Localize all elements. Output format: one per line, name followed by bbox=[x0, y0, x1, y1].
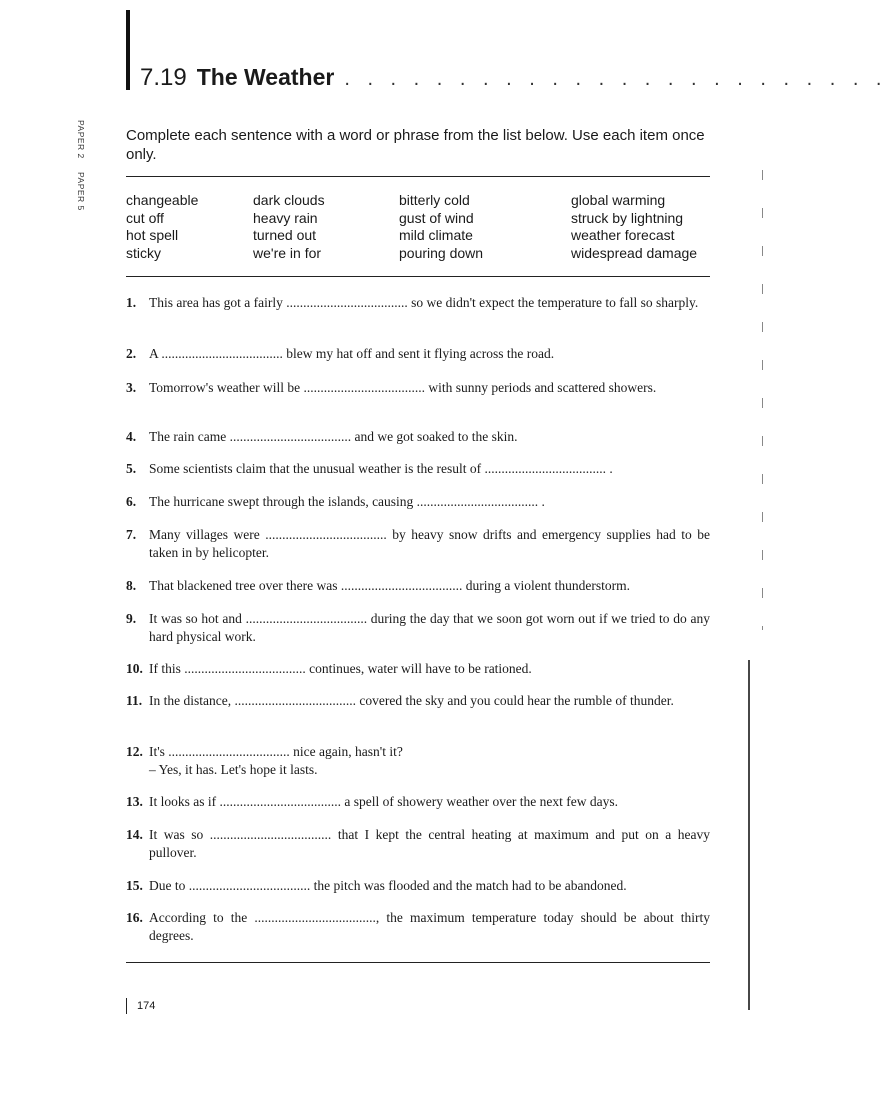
sentence-text: That blackened tree over there was .................................... during a violent thunderstorm. bbox=[149, 578, 630, 593]
sentence-number: 13. bbox=[126, 794, 143, 809]
sentence-item bbox=[126, 493, 710, 511]
word-item: weather forecast bbox=[571, 227, 675, 244]
sentence-text: Some scientists claim that the unusual weather is the result of .................................... . bbox=[149, 461, 613, 476]
sentence-text: Due to .................................... the pitch was flooded and the match had to be abandoned. bbox=[149, 878, 627, 893]
sentence-item bbox=[126, 909, 710, 945]
sentence-number: 3. bbox=[126, 380, 137, 395]
sentence-item bbox=[126, 379, 710, 397]
word-item: mild climate bbox=[399, 227, 473, 244]
sentence-number: 4. bbox=[126, 429, 137, 444]
word-item: sticky bbox=[126, 245, 161, 262]
word-item: changeable bbox=[126, 192, 199, 208]
sentence-text: It's .................................... nice again, hasn't it? bbox=[149, 744, 403, 759]
divider-middle bbox=[126, 276, 710, 277]
sentence-item bbox=[126, 428, 710, 446]
sentence-text: Many villages were .................................... by heavy snow drifts and emergency supplies had to be taken in by helicopter. bbox=[149, 527, 710, 560]
sentence-item bbox=[126, 577, 710, 595]
word-column-4 bbox=[571, 192, 697, 263]
sentence-number: 6. bbox=[126, 494, 137, 509]
word-column-1 bbox=[126, 192, 198, 263]
word-item: we're in for bbox=[253, 245, 322, 262]
exercise-number: 7.19 bbox=[140, 64, 187, 91]
scan-edge-line bbox=[748, 660, 750, 1010]
word-column-3 bbox=[399, 192, 483, 263]
sentence-item bbox=[126, 826, 710, 862]
word-item: dark clouds bbox=[253, 192, 325, 208]
divider-bottom bbox=[126, 962, 710, 963]
sentence-number: 2. bbox=[126, 346, 137, 361]
sentence-item bbox=[126, 610, 710, 646]
sentence-text: According to the ...................................., the maximum temperature today should be about thirty degrees. bbox=[149, 910, 710, 943]
word-item: global warming bbox=[571, 192, 666, 208]
sentence-item bbox=[126, 294, 710, 312]
page-number: 174 bbox=[126, 998, 155, 1014]
sentence-item bbox=[126, 460, 710, 478]
paper-side-label bbox=[76, 120, 86, 220]
word-item: struck by lightning bbox=[571, 209, 684, 226]
sentence-number: 16. bbox=[126, 910, 143, 925]
header-vertical-rule bbox=[126, 10, 130, 90]
leader-dots: . . . . . . . . . . . . . . . . . . . . . . . . bbox=[344, 68, 888, 90]
sentence-number: 14. bbox=[126, 827, 143, 842]
sentence-item bbox=[126, 877, 710, 895]
word-item: turned out bbox=[253, 227, 317, 244]
word-item: pouring down bbox=[399, 245, 484, 262]
sentence-number: 8. bbox=[126, 578, 137, 593]
sentence-text: If this .................................... continues, water will have to be rationed. bbox=[149, 661, 532, 676]
exercise-header bbox=[140, 64, 888, 100]
sentence-number: 1. bbox=[126, 295, 137, 310]
word-item: widespread damage bbox=[571, 245, 698, 262]
sentence-item bbox=[126, 793, 710, 811]
word-item: gust of wind bbox=[399, 209, 474, 226]
sentence-item bbox=[126, 660, 710, 678]
word-column-2 bbox=[253, 192, 325, 263]
sentence-item bbox=[126, 526, 710, 562]
sentence-text: This area has got a fairly .................................... so we didn't expect the temperature to fall so sharply. bbox=[149, 295, 699, 310]
sentence-text: It was so .................................... that I kept the central heating at maximum and put on a heavy pullover. bbox=[149, 827, 710, 860]
sentence-text: It looks as if .................................... a spell of showery weather over the next few days. bbox=[149, 794, 619, 809]
word-item: heavy rain bbox=[253, 209, 318, 226]
sentence-item bbox=[126, 692, 710, 710]
scan-edge-marks bbox=[762, 170, 763, 630]
word-item: bitterly cold bbox=[399, 192, 470, 208]
word-item: cut off bbox=[126, 209, 164, 226]
side-label-paper2: PAPER 2 bbox=[76, 120, 86, 159]
sentence-text: The hurricane swept through the islands, causing .................................... . bbox=[149, 494, 545, 509]
sentence-item bbox=[126, 345, 710, 363]
exercise-title: The Weather bbox=[196, 64, 335, 90]
sentence-text: The rain came .................................... and we got soaked to the skin. bbox=[149, 429, 518, 444]
sentence-number: 10. bbox=[126, 661, 143, 676]
sentence-text: A .................................... blew my hat off and sent it flying across the road. bbox=[149, 346, 555, 361]
sentence-number: 7. bbox=[126, 527, 137, 542]
sentence-item bbox=[126, 743, 710, 779]
word-list bbox=[126, 192, 716, 272]
sentence-number: 9. bbox=[126, 611, 137, 626]
word-item: hot spell bbox=[126, 227, 179, 244]
sentence-number: 11. bbox=[126, 693, 143, 708]
sentence-number: 15. bbox=[126, 878, 143, 893]
sentence-reply: – Yes, it has. Let's hope it lasts. bbox=[149, 762, 318, 777]
divider-top bbox=[126, 176, 710, 177]
sentence-number: 12. bbox=[126, 744, 143, 759]
sentence-text: Tomorrow's weather will be .................................... with sunny periods and scattered showers. bbox=[149, 380, 657, 395]
side-label-paper5: PAPER 5 bbox=[76, 171, 86, 211]
instructions: Complete each sentence with a word or phrase from the list below. Use each item once only. bbox=[126, 127, 705, 163]
sentence-text: It was so hot and .................................... during the day that we soon got worn out if we tried to do any hard physical work. bbox=[149, 611, 710, 644]
sentence-text: In the distance, .................................... covered the sky and you could hear the rumble of thunder. bbox=[149, 693, 674, 708]
sentence-number: 5. bbox=[126, 461, 137, 476]
